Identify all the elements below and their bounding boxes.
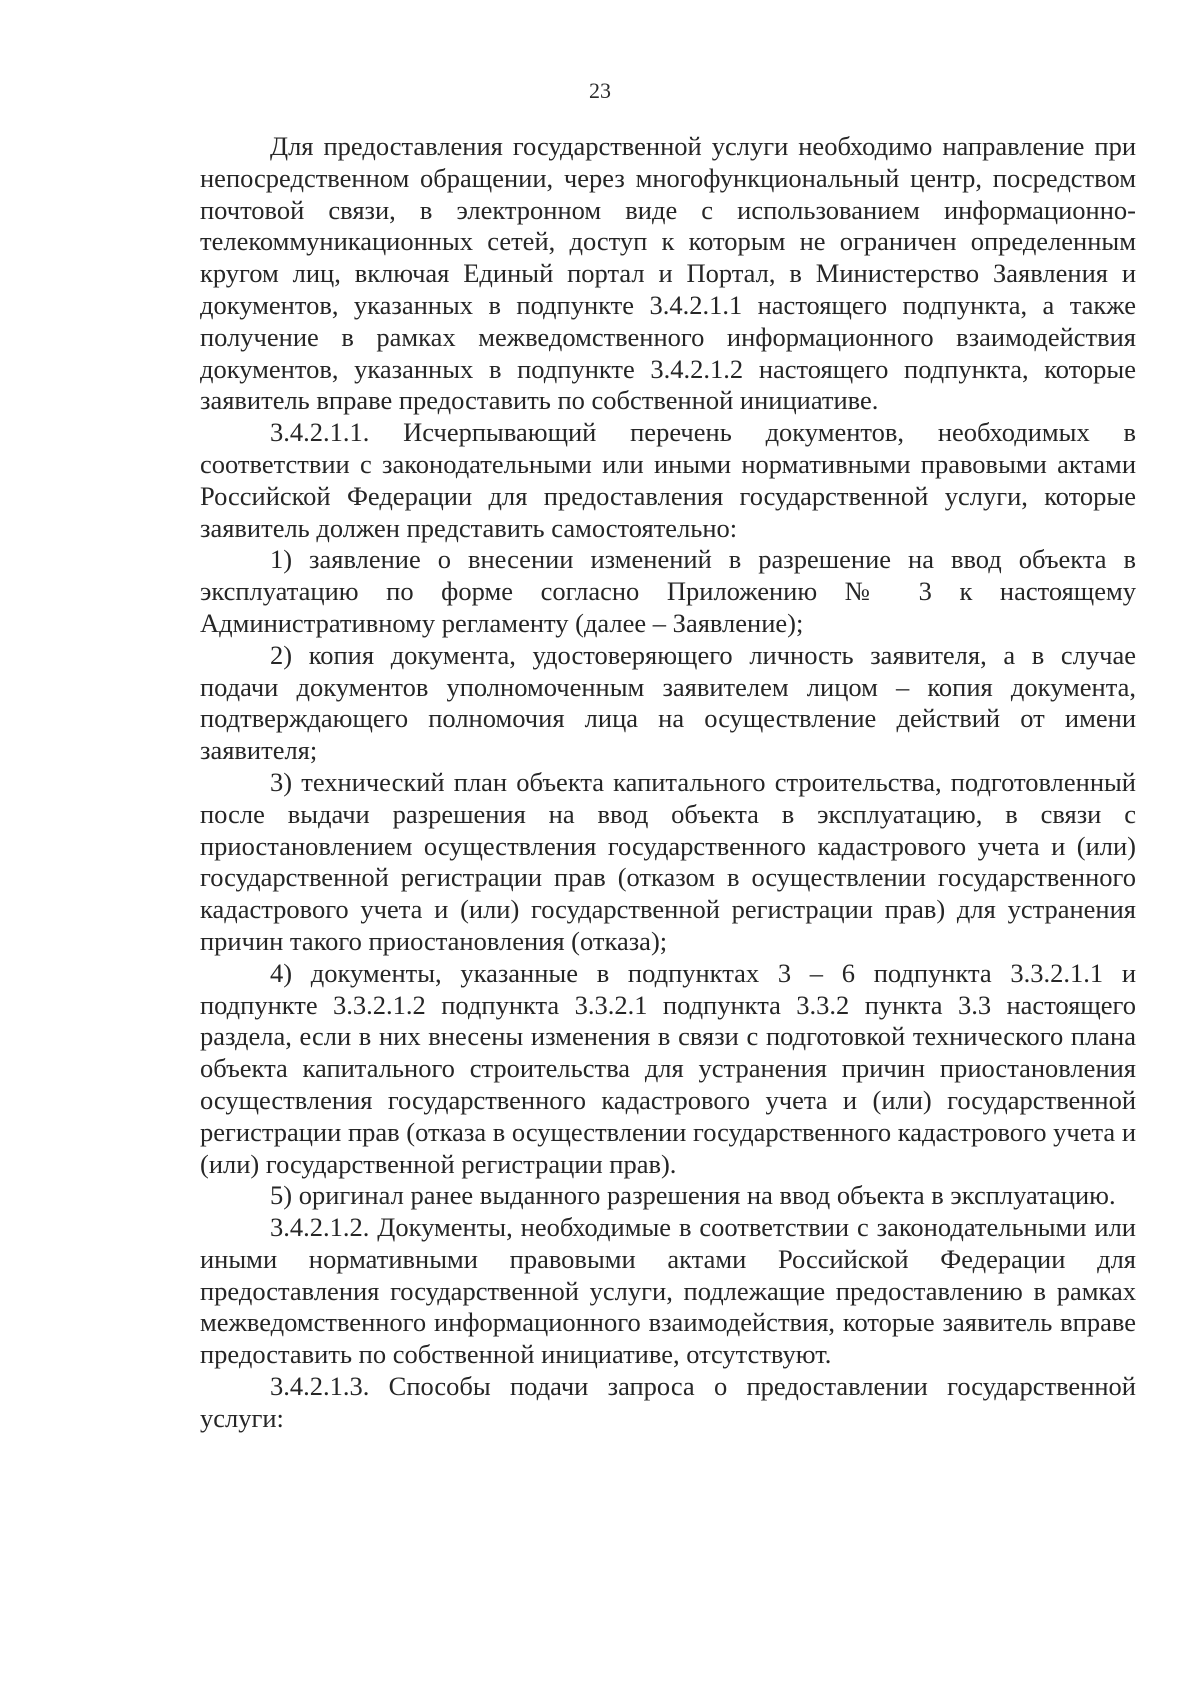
document-body bbox=[200, 131, 1136, 1435]
paragraph-3-4-2-1-2: 3.4.2.1.2. Документы, необходимые в соответствии с законодательными или иными нормативными правовыми актами Российской Федерации для предоставления государственной услуги, подлежащие предоставлению в рамках межведомственного информационного взаимодействия, которые заявитель вправе предоставить по собственной инициативе, отсутствуют. bbox=[200, 1212, 1136, 1370]
list-item-documents: 4) документы, указанные в подпунктах 3 – 6 подпункта 3.3.2.1.1 и подпункте 3.3.2.1.2 подпункта 3.3.2.1 подпункта 3.3.2 пункта 3.3 настоящего раздела, если в них внесены изменения в связи с подготовкой технического плана объекта капитального строительства для устранения причин приостановления осуществления государственного кадастрового учета и (или) государственной регистрации прав (отказа в осуществлении государственного кадастрового учета и (или) государственной регистрации прав). bbox=[200, 957, 1136, 1179]
paragraph-submission-intro: Для предоставления государственной услуги необходимо направление при непосредственном обращении, через многофункциональный центр, посредством почтовой связи, в электронном виде с использованием информационно-телекоммуникационных сетей, доступ к которым не ограничен определенным кругом лиц, включая Единый портал и Портал, в Министерство Заявления и документов, указанных в подпункте 3.4.2.1.1 настоящего подпункта, а также получение в рамках межведомственного информационного взаимодействия документов, указанных в подпункте 3.4.2.1.2 настоящего подпункта, которые заявитель вправе предоставить по собственной инициативе. bbox=[200, 131, 1136, 416]
list-item-identity-copy: 2) копия документа, удостоверяющего личность заявителя, а в случае подачи документов уполномоченным заявителем лицом – копия документа, подтверждающего полномочия лица на осуществление действий от имени заявителя; bbox=[200, 639, 1136, 766]
paragraph-3-4-2-1-3: 3.4.2.1.3. Способы подачи запроса о предоставлении государственной услуги: bbox=[200, 1371, 1136, 1433]
list-item-application: 1) заявление о внесении изменений в разрешение на ввод объекта в эксплуатацию по форме согласно Приложению № 3 к настоящему Административному регламенту (далее – Заявление); bbox=[200, 544, 1136, 638]
paragraph-3-4-2-1-1: 3.4.2.1.1. Исчерпывающий перечень документов, необходимых в соответствии с законодательными или иными нормативными правовыми актами Российской Федерации для предоставления государственной услуги, которые заявитель должен представить самостоятельно: bbox=[200, 417, 1136, 543]
list-item-original-permit: 5) оригинал ранее выданного разрешения на ввод объекта в эксплуатацию. bbox=[270, 1180, 1116, 1211]
page-number: 23 bbox=[589, 78, 611, 103]
list-item-technical-plan: 3) технический план объекта капитального строительства, подготовленный после выдачи разрешения на ввод объекта в эксплуатацию, в связи с приостановлением осуществления государственного кадастрового учета и (или) государственной регистрации прав (отказом в осуществлении государственного кадастрового учета и (или) государственной регистрации прав) для устранения причин такого приостановления (отказа); bbox=[200, 766, 1136, 956]
